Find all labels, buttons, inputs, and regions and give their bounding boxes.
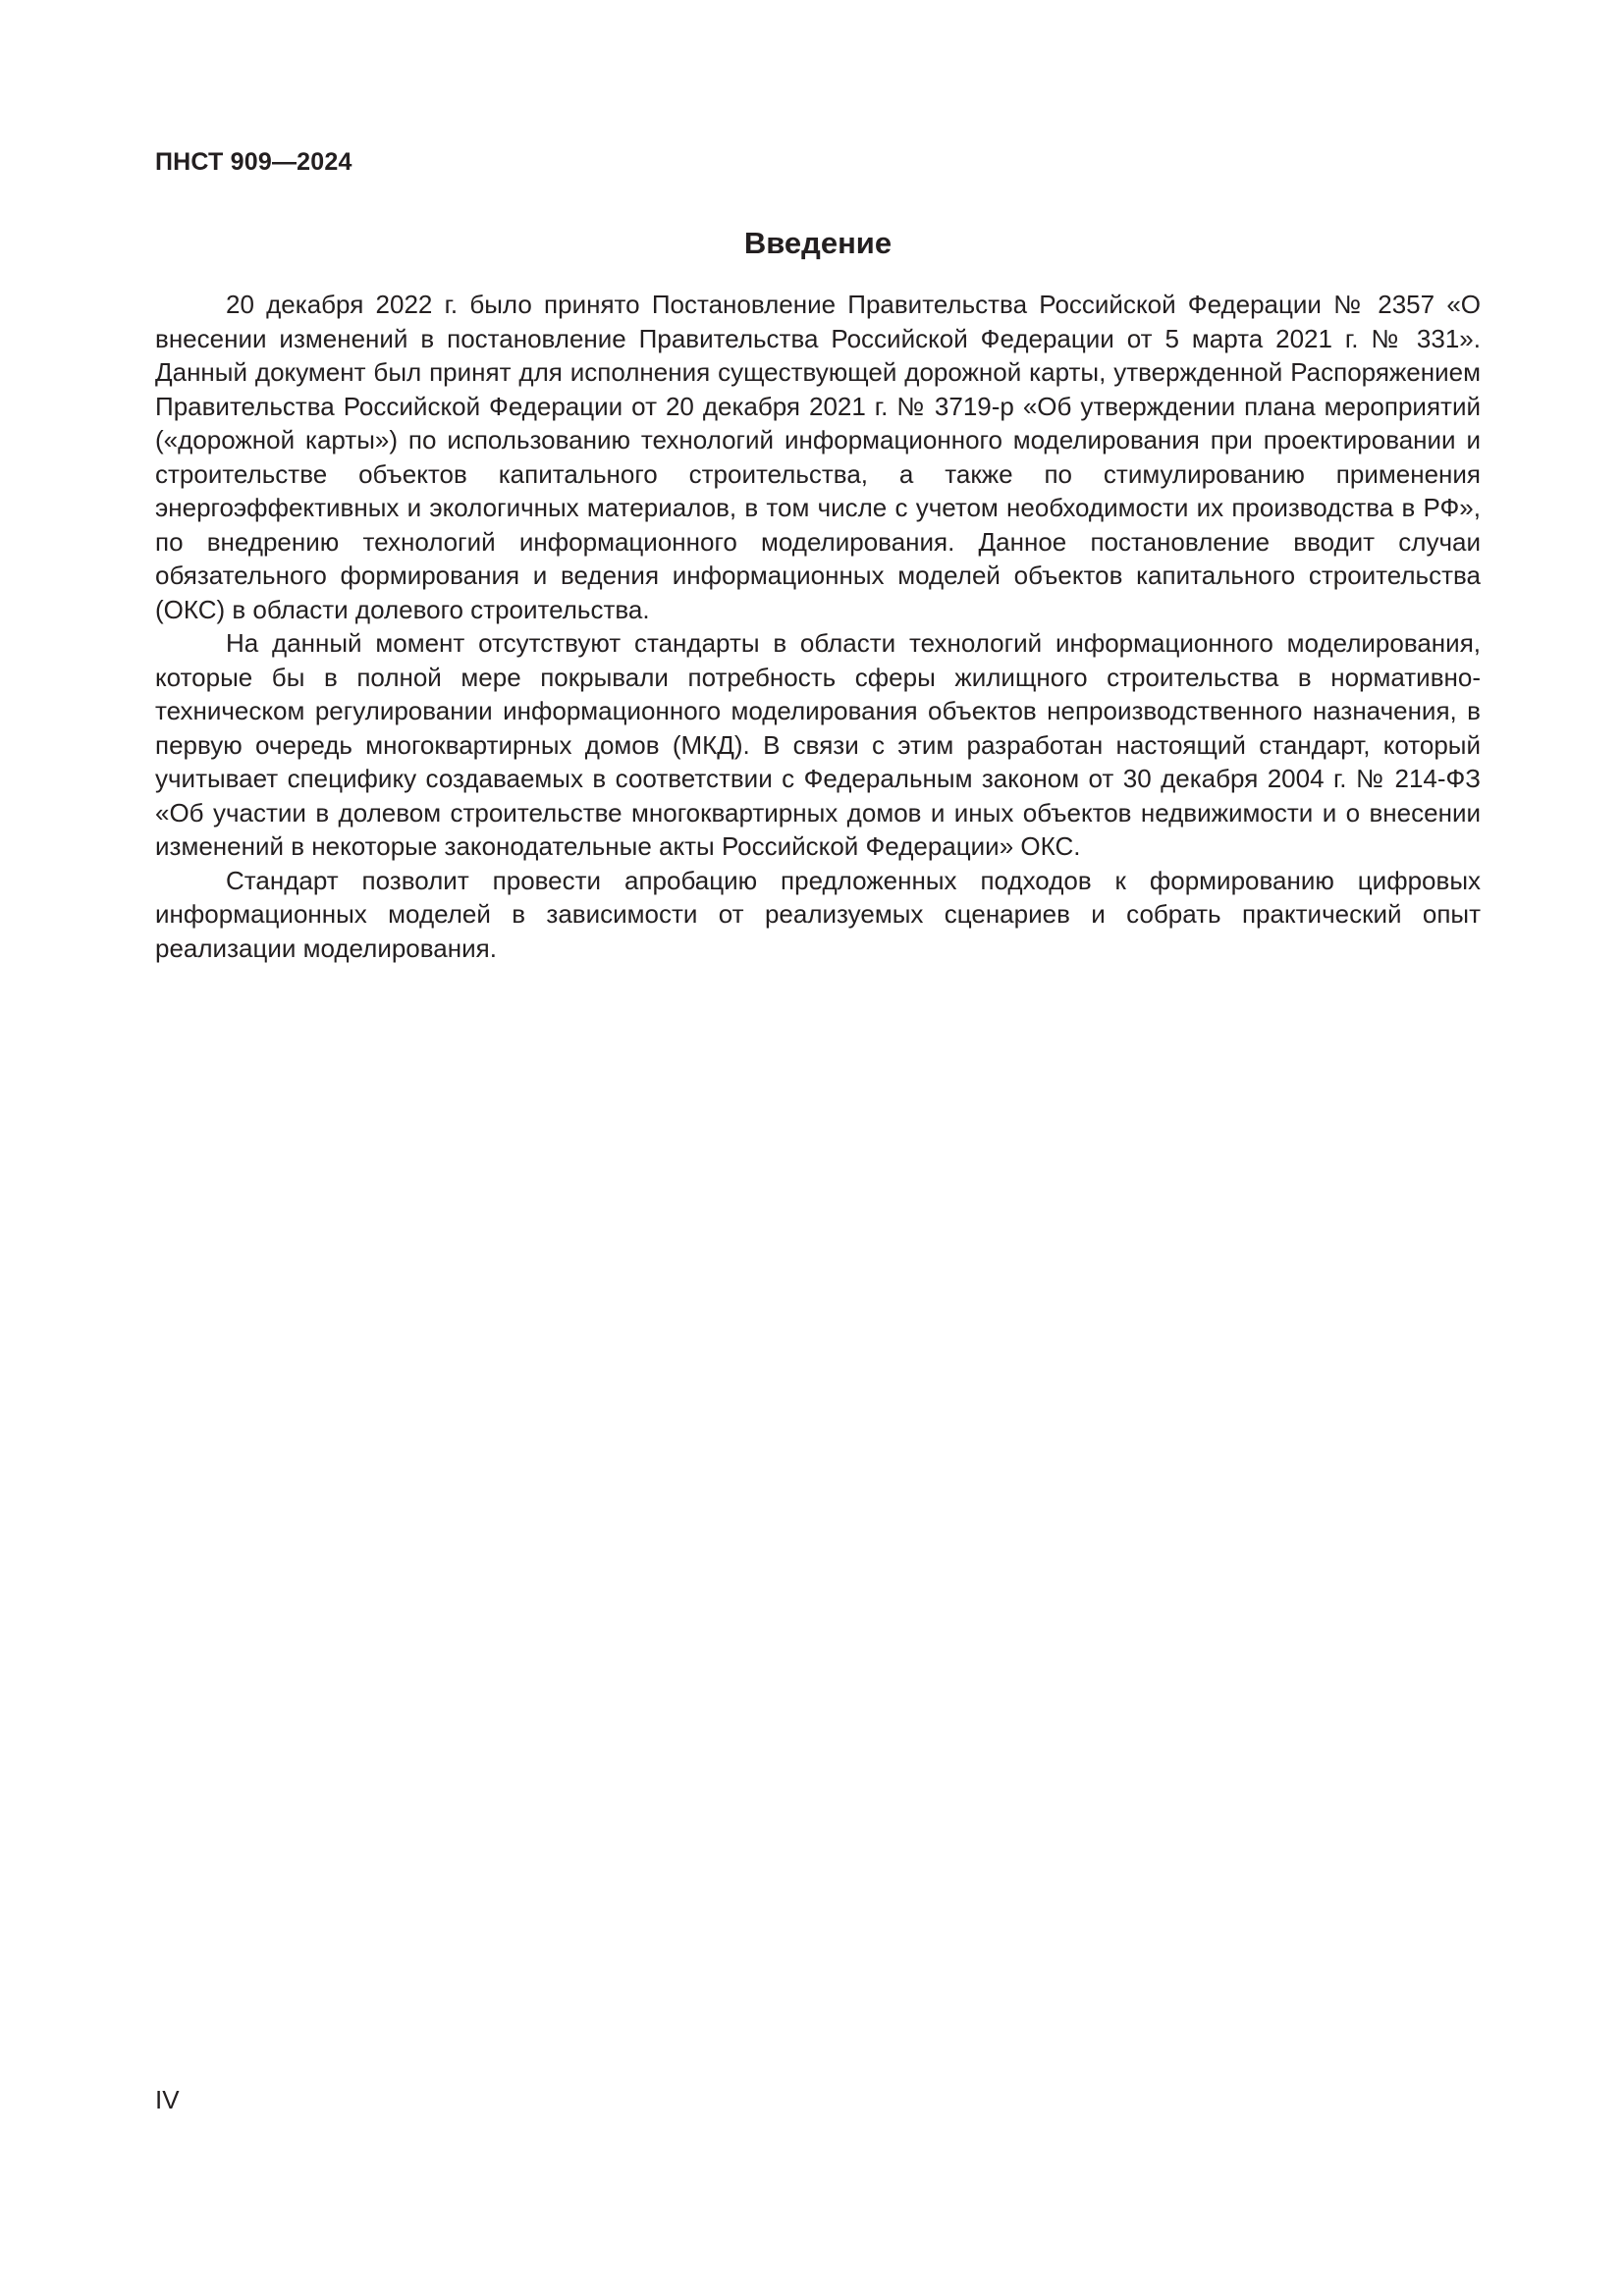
paragraph: Стандарт позволит провести апробацию предложенных подходов к формированию цифровых информационных моделей в зависимости от реализуемых сценариев и собрать практический опыт реализации моделирования. [155, 865, 1481, 963]
section-body [155, 288, 1481, 965]
paragraph: На данный момент отсутствуют стандарты в области технологий информационного моделирования, которые бы в полной мере покрывали потребность сферы жилищного строительства в нормативно-техническом регулировании информационного моделирования объектов непроизводственного назначения, в первую очередь многоквартирных домов (МКД). В связи с этим разработан настоящий стандарт, который учитывает специфику создаваемых в соответствии с Федеральным законом от 30 декабря 2004 г. № 214-ФЗ «Об участии в долевом строительстве многоквартирных домов и иных объектов недвижимости и о внесении изменений в некоторые законодательные акты Российской Федерации» ОКС. [155, 628, 1481, 861]
section-title: Введение [743, 226, 893, 260]
paragraph: 20 декабря 2022 г. было принято Постановление Правительства Российской Федерации № 2357 «О внесении изменений в постановление Правительства Российской Федерации от 5 марта 2021 г. № 331». Данный документ был принят для исполнения существующей дорожной карты, утвержденной Распоряжением Правительства Российской Федерации от 20 декабря 2021 г. № 3719-р «Об утверждении плана мероприятий («дорожной карты») по использованию технологий информационного моделирования при проектировании и строительстве объектов капитального строительства, а также по стимулированию применения энергоэффективных и экологичных материалов, в том числе с учетом необходимости их производства в РФ», по внедрению технологий информационного моделирования. Данное постановление вводит случаи обязательного формирования и ведения информационных моделей объектов капитального строительства (ОКС) в области долевого строительства. [155, 290, 1481, 624]
document-code: ПНСТ 909—2024 [155, 148, 352, 176]
page-number: IV [155, 2085, 180, 2114]
